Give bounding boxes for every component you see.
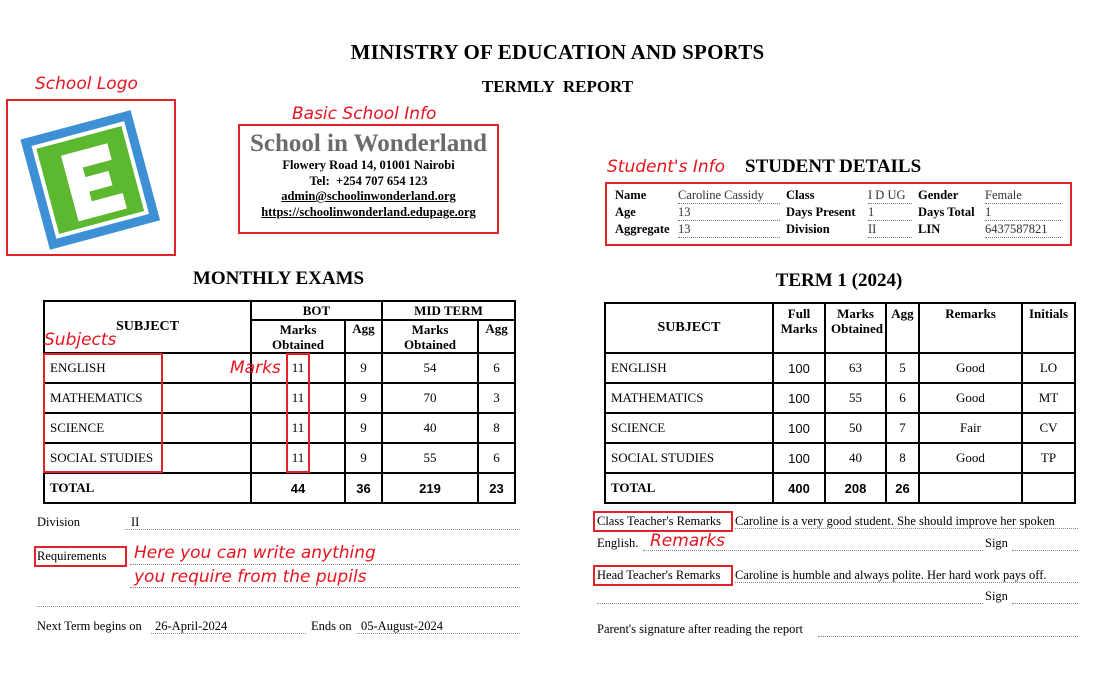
remarks-cell: Good [919,443,1022,473]
mid-agg-cell: 8 [478,413,515,443]
bot-agg-cell: 9 [345,383,382,413]
school-email[interactable]: admin@schoolinwonderland.org [281,189,456,203]
class-teacher-remark-1: Caroline is a very good student. She should improve her spoken [735,514,1055,528]
annotation-remarks: Remarks [650,531,725,551]
remarks-cell: Fair [919,413,1022,443]
class-value: I D UG [868,187,912,204]
mid-marks-cell: 70 [382,383,478,413]
table-row [605,443,1075,473]
mid-marks-cell: 54 [382,353,478,383]
full-marks-cell: 100 [773,353,825,383]
total-mid-marks: 219 [382,473,478,503]
term-col-initials: Initials [1022,303,1075,353]
agg-cell: 7 [886,413,919,443]
sign-line-1 [1012,550,1078,551]
ends-line [357,633,520,634]
term-col-marks: Marks Obtained [825,303,886,353]
days-present-value: 1 [868,204,912,221]
days-total-label: Days Total [918,205,975,219]
subject-cell: SOCIAL STUDIES [44,443,251,473]
term-title: TERM 1 (2024) [775,270,903,291]
term-col-subject: SUBJECT [605,303,773,353]
head-teacher-remark: Caroline is humble and always polite. Her hard work pays off. [735,568,1047,582]
school-website[interactable]: https://schoolinwonderland.edupage.org [261,204,476,219]
student-details [605,182,1072,246]
requirements-label: Requirements [37,549,107,563]
division-line [125,529,520,530]
monthly-col-bot-agg: Agg [345,320,382,353]
student-details-title: STUDENT DETAILS [745,156,922,177]
annotation-requirements-2: you require from the pupils [134,567,367,587]
monthly-col-mid-marks: Marks Obtained [382,320,478,353]
term-col-full: Full Marks [773,303,825,353]
term-table [604,302,1076,504]
full-marks-cell: 100 [773,383,825,413]
agg-cell: 8 [886,443,919,473]
requirements-line-1 [130,564,520,565]
requirements-line-2 [130,587,520,588]
term-col-remarks: Remarks [919,303,1022,353]
gender-label: Gender [918,188,959,202]
mid-marks-cell: 55 [382,443,478,473]
marks-cell: 50 [825,413,886,443]
mid-agg-cell: 6 [478,443,515,473]
division-value: II [868,221,912,238]
bot-agg-cell: 9 [345,413,382,443]
sign-label-2: Sign [985,589,1008,603]
agg-cell: 5 [886,353,919,383]
term-col-agg: Agg [886,303,919,353]
total-bot-marks: 44 [251,473,345,503]
bot-marks-cell: 11 [251,443,345,473]
marks-highlight [286,353,310,473]
sign-line-2 [1012,603,1078,604]
table-row [605,353,1075,383]
annotation-student-info: Student's Info [607,157,726,177]
head-teacher-label: Head Teacher's Remarks [597,568,721,582]
name-label: Name [615,188,647,202]
mid-agg-cell: 6 [478,353,515,383]
total-label: TOTAL [605,473,773,503]
subject-cell: ENGLISH [44,353,251,383]
annotation-basic-info: Basic School Info [292,104,437,124]
age-label: Age [615,205,636,219]
aggregate-value: 13 [678,221,780,238]
age-value: 13 [678,204,780,221]
division-footer-value: II [131,515,140,529]
marks-cell: 55 [825,383,886,413]
class-teacher-line-2 [643,550,983,551]
bot-marks-cell: 11 [251,413,345,443]
annotation-subjects: Subjects [44,330,117,350]
total-initials-empty [1022,473,1075,503]
total-label: TOTAL [44,473,251,503]
subject-cell: MATHEMATICS [605,383,773,413]
class-teacher-line-1 [735,528,1078,529]
total-marks: 208 [825,473,886,503]
class-label: Class [786,188,815,202]
monthly-col-mid: MID TERM [382,301,515,320]
total-bot-agg: 36 [345,473,382,503]
ends-label: Ends on [311,619,352,633]
report-title: TERMLY REPORT [481,77,634,96]
gender-value: Female [985,187,1061,204]
ends-value: 05-August-2024 [361,619,443,633]
next-term-line [151,633,306,634]
parent-signature-line [818,636,1078,637]
head-teacher-line-2 [597,603,983,604]
bot-agg-cell: 9 [345,353,382,383]
agg-cell: 6 [886,383,919,413]
annotation-school-logo: School Logo [35,74,138,94]
total-agg: 26 [886,473,919,503]
table-row [605,383,1075,413]
division-label: Division [786,222,830,236]
remarks-cell: Good [919,383,1022,413]
school-logo [6,99,176,256]
monthly-col-subject: SUBJECT [44,301,251,353]
annotation-marks: Marks [230,358,281,378]
days-total-value: 1 [985,204,1061,221]
total-row [44,473,515,503]
bot-agg-cell: 9 [345,443,382,473]
mid-marks-cell: 40 [382,413,478,443]
name-value: Caroline Cassidy [678,187,780,204]
bot-marks-cell: 11 [251,353,345,383]
total-full: 400 [773,473,825,503]
class-teacher-label: Class Teacher's Remarks [597,514,722,528]
subject-cell: SCIENCE [44,413,251,443]
subject-cell: ENGLISH [605,353,773,383]
subject-cell: SOCIAL STUDIES [605,443,773,473]
school-address: Flowery Road 14, 01001 Nairobi [282,158,455,172]
class-teacher-remark-2: English. [597,536,639,550]
head-teacher-line-1 [735,582,1078,583]
table-row [605,413,1075,443]
annotation-requirements-1: Here you can write anything [134,543,376,563]
next-term-label: Next Term begins on [37,619,142,633]
sign-label-1: Sign [985,536,1008,550]
school-name: School in Wonderland [249,130,488,157]
monthly-col-bot: BOT [251,301,382,320]
lin-value: 6437587821 [985,221,1061,238]
initials-cell: TP [1022,443,1075,473]
mid-agg-cell: 3 [478,383,515,413]
subject-cell: MATHEMATICS [44,383,251,413]
division-footer-label: Division [37,515,81,529]
days-present-label: Days Present [786,205,856,219]
total-remarks-empty [919,473,1022,503]
monthly-exams-title: MONTHLY EXAMS [192,268,365,289]
total-mid-agg: 23 [478,473,515,503]
marks-cell: 40 [825,443,886,473]
subject-cell: SCIENCE [605,413,773,443]
requirements-line-3 [37,606,520,607]
full-marks-cell: 100 [773,443,825,473]
subjects-highlight [43,353,163,473]
bot-marks-cell: 11 [251,383,345,413]
monthly-col-mid-agg: Agg [478,320,515,353]
total-row [605,473,1075,503]
ministry-title: MINISTRY OF EDUCATION AND SPORTS [350,40,765,64]
lin-label: LIN [918,222,941,236]
initials-cell: MT [1022,383,1075,413]
full-marks-cell: 100 [773,413,825,443]
remarks-cell: Good [919,353,1022,383]
initials-cell: LO [1022,353,1075,383]
aggregate-label: Aggregate [615,222,670,236]
parent-signature-label: Parent's signature after reading the report [597,622,803,636]
marks-cell: 63 [825,353,886,383]
initials-cell: CV [1022,413,1075,443]
monthly-col-bot-marks: Marks Obtained [251,320,345,353]
school-info [240,126,497,232]
school-tel: Tel: +254 707 654 123 [309,173,428,188]
next-term-value: 26-April-2024 [155,619,228,633]
